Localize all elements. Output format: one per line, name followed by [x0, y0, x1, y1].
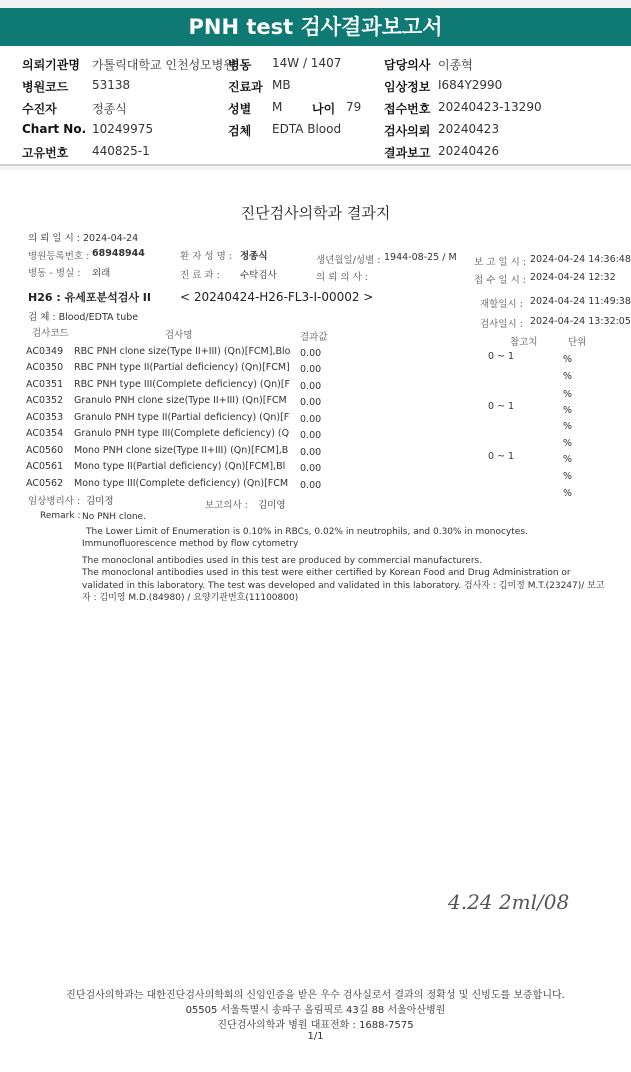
receipt-label: 접수번호	[384, 102, 431, 116]
test-name-cell: Granulo PNH type II(Partial deficiency) (Qn)[F	[74, 412, 290, 423]
test-code: AC0351	[26, 379, 64, 390]
test-name-cell: Mono PNH clone size(Type II+III) (Qn)[FCM],B	[74, 445, 289, 456]
uid-label: 고유번호	[22, 146, 69, 160]
ward-label-sheet: 병동 - 병실 :	[28, 268, 81, 279]
retest-label: 재할일시 :	[480, 299, 523, 310]
result-value: 0.00	[300, 463, 322, 474]
reference-range: 0 ~ 1	[488, 401, 515, 412]
footer-phone: 진단검사의학과 병원 대표전화 : 1688-7575	[217, 1020, 414, 1031]
unit: %	[563, 389, 573, 400]
request-value: 20240423	[438, 122, 500, 136]
req-date: 의 뢰 일 시 : 2024-04-24	[28, 233, 139, 244]
remark-line-3: Immunofluorescence method by flow cytometry	[82, 539, 299, 549]
clin-label: 임상병리사 :	[28, 496, 81, 507]
ref-doctor-label: 의 뢰 의 사 :	[316, 272, 368, 283]
test-code: AC0352	[26, 395, 64, 406]
hospital-label: 의뢰기관명	[22, 58, 80, 72]
test-name-cell: RBC PNH clone size(Type II+III) (Qn)[FCM],Blo	[74, 346, 291, 357]
unit: %	[563, 421, 573, 432]
ward-value: 14W / 1407	[272, 56, 342, 70]
test-code: AC0562	[26, 478, 64, 489]
pname-label: 환 자 성 명 :	[180, 251, 232, 262]
remark-line-4: The monoclonal antibodies used in this test are produced by commercial manufacturers.	[82, 556, 483, 566]
dept-label-sheet: 진 료 과 :	[180, 270, 220, 281]
footer-address: 05505 서울특별시 송파구 올림픽로 43길 88 서울아산병원	[185, 1005, 446, 1016]
exam-time-value: 2024-04-24 13:32:05	[530, 316, 631, 327]
col-unit-header: 단위	[568, 337, 587, 348]
ward-value-sheet: 외래	[92, 268, 111, 279]
report-value: 20240426	[438, 144, 500, 158]
uid-value: 440825-1	[92, 144, 150, 158]
test-code: AC0560	[26, 445, 64, 456]
col-result-header: 결과값	[300, 332, 328, 343]
reference-range: 0 ~ 1	[488, 451, 515, 462]
clin-name: 김미정	[86, 496, 114, 507]
handwritten-note: 4.24 2ml/08	[448, 890, 570, 914]
reg-no-value: 68948944	[92, 248, 145, 259]
result-sheet	[0, 170, 631, 1060]
exam-time-label: 검사일시 :	[480, 319, 523, 330]
test-name-cell: Granulo PNH clone size(Type II+III) (Qn)[FCM	[74, 395, 287, 406]
report-time-label: 보 고 일 시 :	[474, 257, 526, 268]
col-name-header: 검사명	[165, 330, 193, 341]
clinical-label: 임상정보	[384, 80, 431, 94]
request-label: 검사의뢰	[384, 124, 431, 138]
result-value: 0.00	[300, 430, 322, 441]
col-code-header: 검사코드	[32, 328, 69, 339]
receipt-time-value: 2024-04-24 12:32	[530, 272, 616, 283]
report-label: 결과보고	[384, 146, 431, 160]
report-time-value: 2024-04-24 14:36:48	[530, 254, 631, 265]
ward-label: 병동	[228, 58, 252, 72]
hospital-value: 가톨릭대학교 인천성모병원	[92, 58, 235, 72]
result-value: 0.00	[300, 348, 322, 359]
rep-doctor-label: 보고의사 :	[205, 500, 248, 511]
report-header	[0, 46, 631, 166]
test-code: AC0350	[26, 362, 64, 373]
test-name-cell: RBC PNH type III(Complete deficiency) (Qn)[F	[74, 379, 290, 390]
result-value: 0.00	[300, 397, 322, 408]
dob-label: 생년월일/성별 :	[316, 255, 381, 266]
col-ref-header: 참고치	[510, 337, 538, 348]
result-value: 0.00	[300, 480, 322, 491]
test-name-cell: Granulo PNH type III(Complete deficiency) (Q	[74, 428, 290, 439]
pname-value: 정종식	[240, 251, 268, 262]
unit: %	[563, 438, 573, 449]
patient-value: 정종식	[92, 102, 127, 116]
dept-value-sheet: 수탁검사	[240, 270, 277, 281]
unit: %	[563, 471, 573, 482]
retest-value: 2024-04-24 11:49:38	[530, 296, 631, 307]
result-value: 0.00	[300, 381, 322, 392]
remark-line-1: No PNH clone.	[82, 512, 146, 522]
remark-label: Remark :	[40, 511, 81, 521]
test-code: AC0354	[26, 428, 64, 439]
hcode-label: 병원코드	[22, 80, 69, 94]
dept-value: MB	[272, 78, 291, 92]
unit: %	[563, 454, 573, 465]
footer-cert: 진단검사의학과는 대한진단검사의학회의 신임인증을 받은 우수 검사실로서 결과의 정확성 및 신빙도를 보증합니다.	[66, 990, 565, 1001]
unit: %	[563, 488, 573, 499]
sex-value: M	[272, 100, 283, 114]
report-title: PNH test 검사결과보고서	[0, 8, 631, 46]
specimen-value: EDTA Blood	[272, 122, 342, 136]
test-name-cell: Mono type II(Partial deficiency) (Qn)[FCM],Bl	[74, 461, 286, 472]
hcode-value: 53138	[92, 78, 131, 92]
dob-value: 1944-08-25 / M	[384, 252, 457, 263]
reg-no-label: 병원등록번호 :	[28, 251, 90, 262]
result-value: 0.00	[300, 447, 322, 458]
age-label: 나이	[312, 102, 336, 116]
page-number: 1/1	[307, 1031, 324, 1042]
chart-value: 10249975	[92, 122, 154, 136]
receipt-time-label: 접 수 일 시 :	[474, 275, 526, 286]
barcode-label: < 20240424-H26-FL3-I-00002 >	[180, 290, 374, 304]
result-value: 0.00	[300, 414, 322, 425]
result-value: 0.00	[300, 364, 322, 375]
test-name-cell: RBC PNH type II(Partial deficiency) (Qn)[FCM]	[74, 362, 290, 373]
test-name: H26 : 유세포분석검사 II	[28, 291, 151, 304]
sheet-title: 진단검사의학과 결과지	[240, 204, 391, 222]
test-code: AC0349	[26, 346, 64, 357]
bottom-strip	[0, 1060, 631, 1072]
receipt-value: 20240423-13290	[438, 100, 542, 114]
unit: %	[563, 371, 573, 382]
chart-label: Chart No.	[22, 122, 87, 136]
remark-line-2: The Lower Limit of Enumeration is 0.10% in RBCs, 0.02% in neutrophils, and 0.30% in monocytes.	[86, 527, 528, 537]
test-code: AC0561	[26, 461, 64, 472]
remark-line-5: The monoclonal antibodies used in this test were either certified by Korean Food and Drug Administration or validated in this laboratory. The test was developed and validated in this laboratory. 검사자 : 김미정 M.T.(23247)/ 보고자 : 김미영 M.D.(84980) / 요양기관번호(11100800)	[82, 568, 605, 603]
unit: %	[563, 405, 573, 416]
doctor-label: 담당의사	[384, 58, 431, 72]
sex-label: 성별	[228, 102, 252, 116]
test-name-cell: Mono type III(Complete deficiency) (Qn)[FCM	[74, 478, 289, 489]
patient-label: 수진자	[22, 102, 57, 116]
specimen-sheet: 검 체 : Blood/EDTA tube	[28, 312, 139, 323]
age-value: 79	[346, 100, 362, 114]
specimen-label: 검체	[228, 124, 252, 138]
test-code: AC0353	[26, 412, 64, 423]
unit: %	[563, 354, 573, 365]
clinical-value: I684Y2990	[438, 78, 503, 92]
rep-doctor-value: 김미영	[258, 500, 286, 511]
reference-range: 0 ~ 1	[488, 351, 515, 362]
doctor-value: 이종혁	[438, 58, 473, 72]
dept-label: 진료과	[228, 80, 263, 94]
